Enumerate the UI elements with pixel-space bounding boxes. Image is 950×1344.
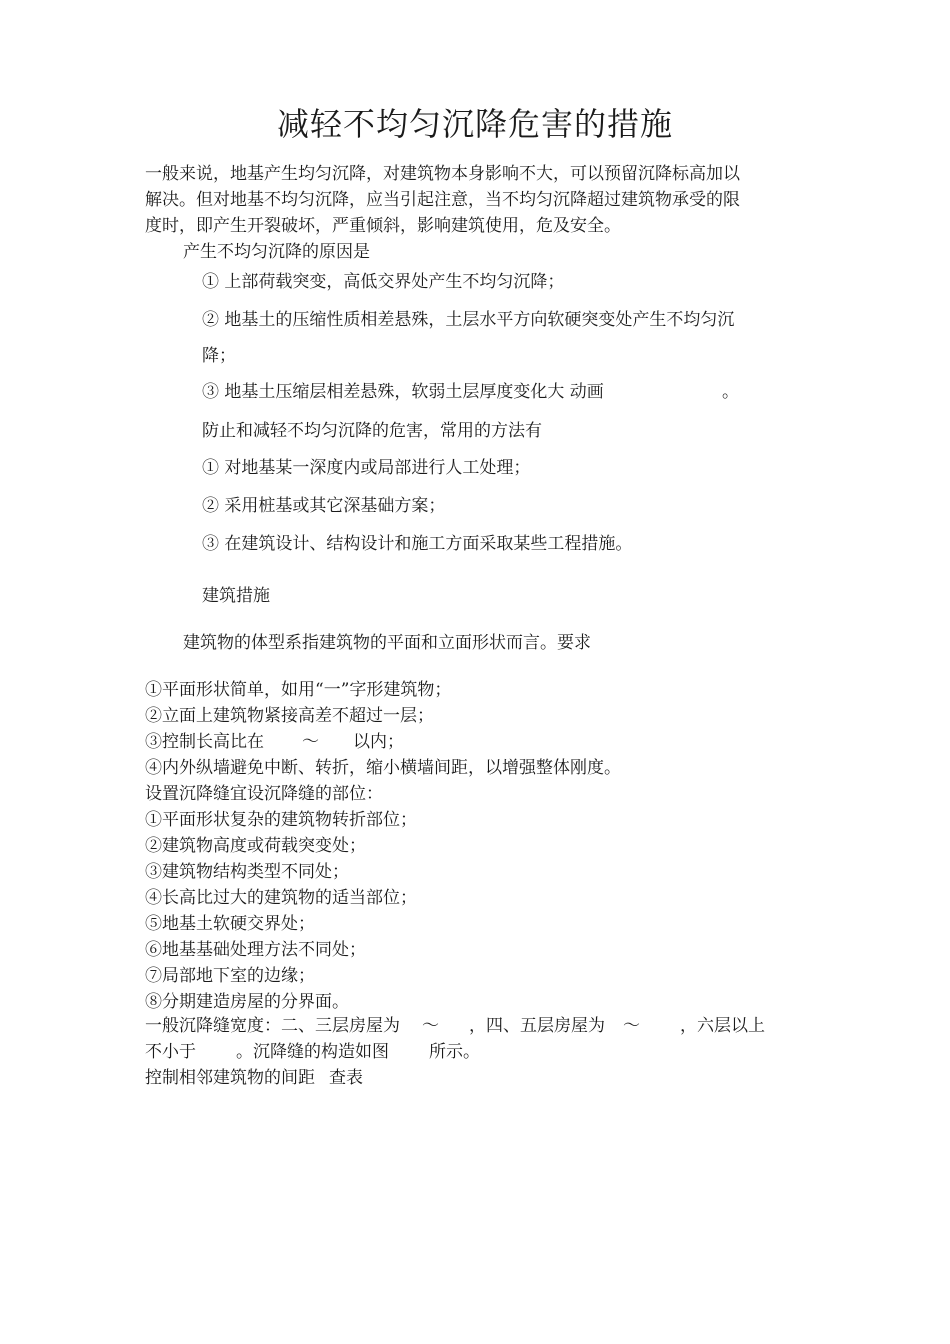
- spacing-line-a: 控制相邻建筑物的间距: [145, 1068, 315, 1088]
- width-line-2-c: 所示。: [429, 1042, 480, 1062]
- cause-item-1: ① 上部荷载突变，高低交界处产生不均匀沉降；: [202, 272, 565, 292]
- joint-location-4: ④长高比过大的建筑物的适当部位；: [145, 888, 417, 908]
- requirement-4: ④内外纵墙避免中断、转折，缩小横墙间距，以增强整体刚度。: [145, 758, 621, 778]
- requirement-3-end: 以内；: [353, 732, 404, 752]
- width-line-d: ～: [623, 1016, 640, 1036]
- spacing-line: [145, 1066, 363, 1091]
- joint-location-3: ③建筑物结构类型不同处；: [145, 862, 349, 882]
- width-line-a: 一般沉降缝宽度：二、三层房屋为: [145, 1016, 400, 1036]
- width-line-2: [145, 1040, 480, 1065]
- requirement-3-text: ③控制长高比在: [145, 732, 264, 752]
- method-item-3: ③ 在建筑设计、结构设计和施工方面采取某些工程措施。: [202, 534, 633, 554]
- joint-location-8: ⑧分期建造房屋的分界面。: [145, 992, 349, 1012]
- arch-heading: 建筑措施: [202, 586, 270, 606]
- joint-location-1: ①平面形状复杂的建筑物转折部位；: [145, 810, 417, 830]
- width-line-2-a: 不小于: [145, 1042, 196, 1062]
- methods-heading: 防止和减轻不均匀沉降的危害，常用的方法有: [202, 421, 542, 441]
- page-title: 减轻不均匀沉降危害的措施: [276, 105, 673, 143]
- joint-location-2: ②建筑物高度或荷载突变处；: [145, 836, 366, 856]
- shape-intro: 建筑物的体型系指建筑物的平面和立面形状而言。要求: [183, 633, 591, 653]
- width-line-b: ～: [422, 1016, 439, 1036]
- intro-line-3: 度时，即产生开裂破坏，严重倾斜，影响建筑使用，危及安全。: [145, 216, 621, 236]
- requirement-3: [145, 730, 404, 755]
- cause-item-3: ③ 地基土压缩层相差悬殊，软弱土层厚度变化大 动画: [202, 382, 604, 402]
- joint-location-7: ⑦局部地下室的边缘；: [145, 966, 315, 986]
- intro-line-1: 一般来说，地基产生均匀沉降，对建筑物本身影响不大，可以预留沉降标高加以: [145, 164, 740, 184]
- requirement-1: ①平面形状简单，如用“一”字形建筑物；: [145, 680, 452, 700]
- cause-item-3-end: 。: [722, 382, 739, 402]
- requirement-2: ②立面上建筑物紧接高差不超过一层；: [145, 706, 434, 726]
- cause-item-2: ② 地基土的压缩性质相差悬殊，土层水平方向软硬突变处产生不均匀沉: [202, 310, 735, 330]
- width-line: [145, 1014, 765, 1039]
- intro-line-2: 解决。但对地基不均匀沉降，应当引起注意，当不均匀沉降超过建筑物承受的限: [145, 190, 740, 210]
- width-line-e: ，六层以上: [680, 1016, 765, 1036]
- width-line-2-b: 。沉降缝的构造如图: [236, 1042, 389, 1062]
- joint-location-6: ⑥地基基础处理方法不同处；: [145, 940, 366, 960]
- joint-heading: 设置沉降缝宜设沉降缝的部位：: [145, 784, 383, 804]
- causes-heading: 产生不均匀沉降的原因是: [183, 242, 370, 262]
- cause-item-2-cont: 降；: [202, 346, 236, 366]
- requirement-3-tilde: ～: [302, 732, 319, 752]
- method-item-2: ② 采用桩基或其它深基础方案；: [202, 496, 446, 516]
- joint-location-5: ⑤地基土软硬交界处；: [145, 914, 315, 934]
- width-line-c: ，四、五层房屋为: [469, 1016, 605, 1036]
- method-item-1: ① 对地基某一深度内或局部进行人工处理；: [202, 458, 531, 478]
- spacing-line-b: 查表: [329, 1068, 363, 1088]
